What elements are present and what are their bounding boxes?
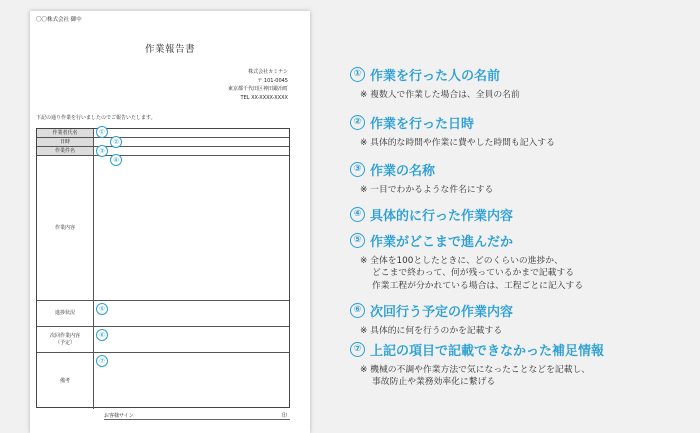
guide-note xyxy=(350,364,695,389)
row-value xyxy=(94,327,289,352)
guide-heading xyxy=(350,160,695,179)
marker-1: ① xyxy=(96,126,108,138)
guide-title: 具体的に行った作業内容 xyxy=(370,209,514,224)
note-line: ※ 機械の不調や作業方法で気になったことなどを記載し、 xyxy=(360,365,591,375)
row-value xyxy=(94,156,289,300)
marker-4: ④ xyxy=(110,154,122,166)
row-next-work xyxy=(37,327,289,353)
sender-phone: TEL XX-XXXX-XXXX xyxy=(240,94,288,101)
marker-3: ③ xyxy=(96,145,108,157)
row-datetime xyxy=(37,138,289,147)
sender-postal: 〒 101-0045 xyxy=(257,77,288,84)
guide-heading xyxy=(350,231,695,250)
document-title: 作業報告書 xyxy=(144,44,195,55)
number-badge: ④ xyxy=(350,207,365,222)
guide-item-6 xyxy=(350,301,695,337)
row-work-content xyxy=(37,156,289,301)
guide-title: 作業の名称 xyxy=(370,164,436,179)
intro-text: 下記の通り作業を行いましたのでご報告いたします。 xyxy=(36,115,156,121)
number-badge: ① xyxy=(350,67,365,82)
guide-item-3 xyxy=(350,160,695,196)
row-value xyxy=(94,147,289,155)
row-subject xyxy=(37,147,289,156)
addressee: 〇〇株式会社 御中 xyxy=(36,17,82,23)
row-worker-name xyxy=(37,129,289,138)
note-line: 事故防止や業務効率化に繋げる xyxy=(372,377,496,388)
sender-address: 東京都千代田区神田鍛冶町 xyxy=(227,86,288,93)
guide-item-1 xyxy=(350,65,695,101)
note-line: どこまで終わって、何が残っているかまで記載する xyxy=(372,268,575,279)
number-badge: ⑤ xyxy=(350,233,365,248)
row-label: 作業内容 xyxy=(37,156,94,300)
row-label: 作業者氏名 xyxy=(37,129,94,137)
signature-label: お客様サイン xyxy=(104,413,134,419)
number-badge: ② xyxy=(350,115,365,130)
row-value xyxy=(94,138,289,146)
marker-2: ② xyxy=(110,136,122,148)
guide-heading xyxy=(350,301,695,320)
row-label: 作業件名 xyxy=(37,147,94,155)
guide-title: 作業を行った人の名前 xyxy=(370,69,501,84)
row-label: 次回作業内容 （予定） xyxy=(37,327,94,352)
row-value xyxy=(94,129,289,137)
number-badge: ③ xyxy=(350,162,365,177)
note-line: ※ 全体を100としたときに、どのくらいの進捗か、 xyxy=(360,256,563,266)
guide-item-4 xyxy=(350,205,695,224)
row-value xyxy=(94,301,289,326)
guide-note xyxy=(350,89,695,101)
note-line: ※ 複数人で作業した場合は、全員の名前 xyxy=(360,90,520,100)
guide-item-5 xyxy=(350,231,695,292)
row-value xyxy=(94,353,289,409)
guide-heading xyxy=(350,65,695,84)
report-sheet xyxy=(30,11,310,433)
marker-6: ⑥ xyxy=(96,329,108,341)
marker-7: ⑦ xyxy=(96,355,108,367)
guide-note xyxy=(350,325,695,337)
guide-heading xyxy=(350,205,695,224)
sender-block xyxy=(228,68,288,102)
guide-item-7 xyxy=(350,340,695,389)
note-line: ※ 一目でわかるような件名にする xyxy=(360,185,494,195)
sender-company: 株式会社カミナシ xyxy=(248,69,288,75)
row-label: 備考 xyxy=(37,353,94,409)
guide-title: 次回行う予定の作業内容 xyxy=(370,305,514,320)
note-line: 作業工程が分かれている場合は、工程ごとに記入する xyxy=(372,280,584,291)
row-remarks xyxy=(37,353,289,409)
seal-label: 印 xyxy=(282,413,288,419)
guide-note xyxy=(350,137,695,149)
signature-line xyxy=(104,419,290,420)
note-line: ※ 具体的に何を行うのかを記載する xyxy=(360,326,503,336)
guide-title: 作業を行った日時 xyxy=(370,117,475,132)
number-badge: ⑥ xyxy=(350,303,365,318)
row-progress xyxy=(37,301,289,327)
guide-heading xyxy=(350,340,695,359)
guide-note xyxy=(350,255,695,292)
guide-title: 上記の項目で記載できなかった補足情報 xyxy=(370,344,605,359)
number-badge: ⑦ xyxy=(350,342,365,357)
marker-5: ⑤ xyxy=(96,303,108,315)
guide-note xyxy=(350,184,695,196)
guide-item-2 xyxy=(350,113,695,149)
report-form-table xyxy=(36,128,290,408)
row-label: 日時 xyxy=(37,138,94,146)
guide-title: 作業がどこまで進んだか xyxy=(370,235,514,250)
guide-heading xyxy=(350,113,695,132)
row-label: 進捗状況 xyxy=(37,301,94,326)
note-line: ※ 具体的な時間や作業に費やした時間も記入する xyxy=(360,138,555,148)
